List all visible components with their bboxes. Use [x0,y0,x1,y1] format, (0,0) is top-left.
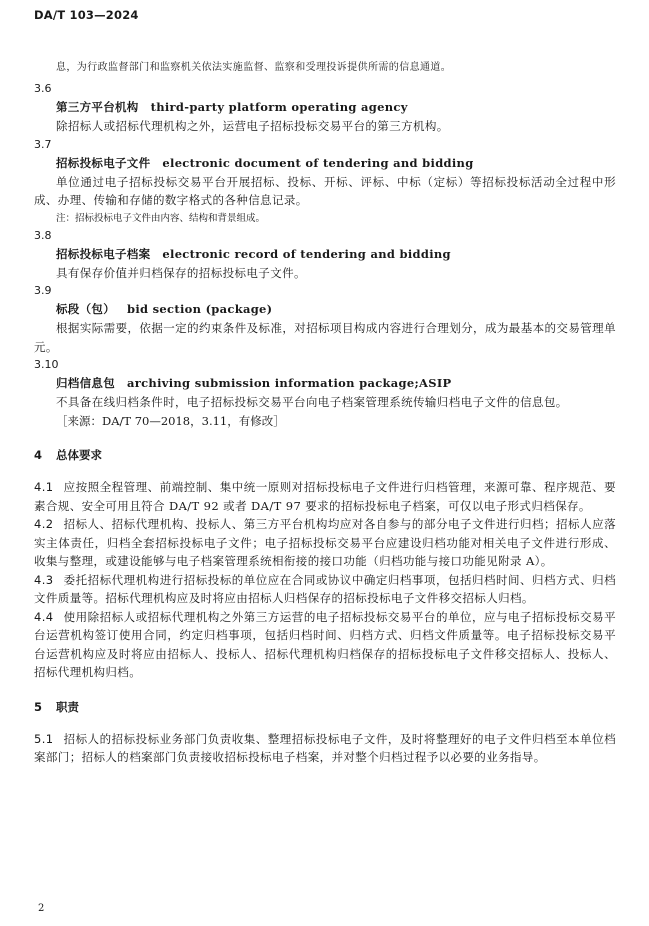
term-number: 3.9 [34,284,52,297]
term-heading [34,245,616,264]
page-number: 2 [38,903,45,914]
term-cn: 招标投标电子文件 [56,155,151,170]
term-en: bid section (package) [127,302,273,316]
term-heading [34,374,616,393]
term-number: 3.6 [34,82,52,95]
term-source: ［来源：DA/T 70—2018，3.11，有修改］ [56,413,285,428]
term-definition: 根据实际需要，依据一定的约束条件及标准，对招标项目构成内容进行合理划分，成为最基本的交易管理单元。 [34,321,616,354]
clause [34,730,616,767]
term-heading [34,98,616,117]
term-cn: 归档信息包 [56,376,115,390]
clause [34,608,616,682]
clause-text: 招标人的招标投标业务部门负责收集、整理招标投标电子文件，及时将整理好的电子文件归档至本单位档案部门；招标人的档案部门负责接收招标投标电子档案，并对整个归档过程予以必要的业务指导。 [34,731,616,764]
clause-number: 4.3 [34,572,54,587]
term-cn: 第三方平台机构 [56,100,139,114]
clause-text: 招标人、招标代理机构、投标人、第三方平台机构均应对各自参与的部分电子文件进行归档；招标人应落实主体责任，归档全套招标投标电子文件；电子招标投标交易平台应建设归档功能对相关电子文件进行形成、收集与整理，或建设能够与电子档案管理系统相衔接的接口功能（归档功能与接口功能见附录 A）。 [34,517,616,568]
term-en: electronic document of tendering and bidding [162,155,474,170]
term-number: 3.10 [34,358,59,371]
clause-text: 使用除招标人或招标代理机构之外第三方运营的电子招标投标交易平台的单位，应与电子招标投标交易平台运营机构签订使用合同，约定归档事项，包括归档时间、归档方式、归档文件质量等。电子招标投标交易平台运营机构应及时将应由招标人、投标人、招标代理机构归档保存的招标投标电子文件移交招标人、投标人、招标代理机构归档。 [34,609,616,679]
clause [34,515,616,571]
section-number: 5 [34,699,43,714]
clause-number: 4.2 [34,517,54,531]
term-definition: 除招标人或招标代理机构之外，运营电子招标投标交易平台的第三方机构。 [56,119,449,133]
section-title: 总体要求 [56,448,103,462]
clause [34,571,616,608]
section-heading [34,698,616,716]
clause-text: 应按照全程管理、前端控制、集中统一原则对招标投标电子文件进行归档管理，来源可靠、程序规范、要素合规、安全可用且符合 DA/T 92 或者 DA/T 97 要求的招标投标电子档案，可仅以电子形式归档保存。 [34,480,616,513]
clause-text: 委托招标代理机构进行招标投标的单位应在合同或协议中确定归档事项，包括归档时间、归档方式、归档文件质量等。招标代理机构应及时将应由招标人归档保存的招标投标电子文件移交招标人归档。 [34,572,616,605]
term-en: archiving submission information package;ASIP [127,376,452,390]
term-definition: 具有保存价值并归档保存的招标投标电子文件。 [56,265,306,280]
term-en: electronic record of tendering and bidding [162,246,451,261]
term-number: 3.7 [34,137,52,151]
term-en: third-party platform operating agency [150,100,408,114]
section-title: 职责 [56,699,80,714]
standard-code-header: DA/T 103—2024 [34,8,139,22]
term-heading [34,154,616,173]
term-definition: 单位通过电子招标投标交易平台开展招标、投标、开标、评标、中标（定标）等招标投标活动全过程中形成、办理、传输和存储的数字格式的各种信息记录。 [34,174,616,207]
term-cn: 招标投标电子档案 [56,246,151,261]
term-heading [34,300,616,319]
section-number: 4 [34,448,43,462]
term-cn: 标段（包） [56,302,115,316]
clause-number: 4.1 [34,480,54,494]
intro-line: 息，为行政监督部门和监察机关依法实施监督、监察和受理投诉提供所需的信息通道。 [56,62,452,73]
term-number: 3.8 [34,228,52,242]
section-heading [34,446,616,464]
clause [34,478,616,515]
term-note: 注：招标投标电子文件由内容、结构和背景组成。 [56,212,266,224]
clause-number: 4.4 [34,609,54,624]
term-definition: 不具备在线归档条件时，电子招标投标交易平台向电子档案管理系统传输归档电子文件的信息包。 [56,395,568,409]
clause-number: 5.1 [34,731,54,746]
page-content [34,60,616,767]
